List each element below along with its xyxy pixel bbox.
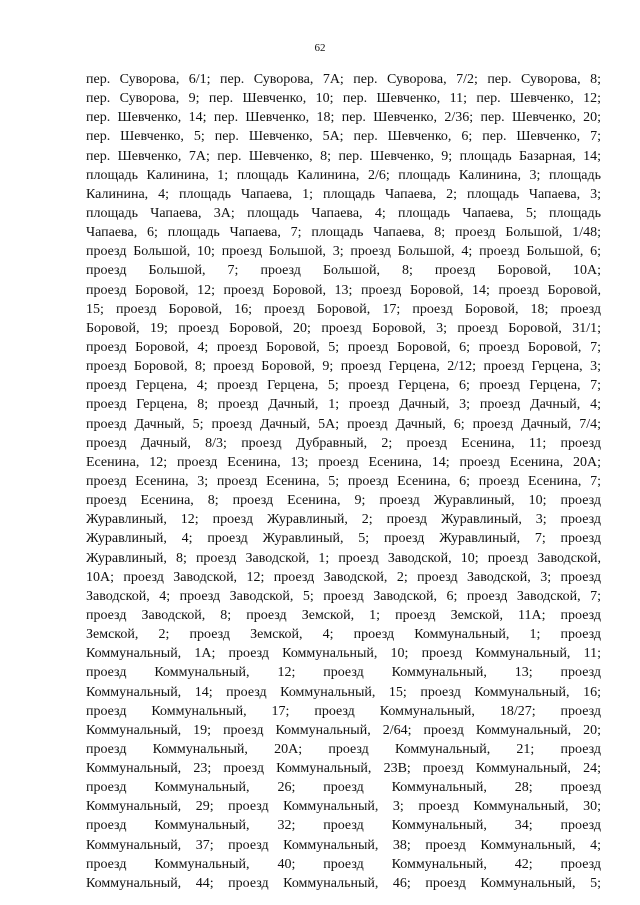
text-line: пер. Шевченко, 14; пер. Шевченко, 18; пер. Шевченко, 2/36; пер. Шевченко, 20; [86, 110, 601, 126]
text-line: Есенина, 12; проезд Есенина, 13; проезд Есенина, 14; проезд Есенина, 20А; [86, 454, 601, 470]
text-line: 10А; проезд Заводской, 12; проезд Заводской, 2; проезд Заводской, 3; проезд [86, 569, 601, 585]
text-line: проезд Боровой, 12; проезд Боровой, 13; проезд Боровой, 14; проезд Боровой, [86, 282, 601, 298]
text-line: Коммунальный, 19; проезд Коммунальный, 2/64; проезд Коммунальный, 20; [86, 722, 601, 738]
address-list-text [86, 70, 601, 893]
text-line: пер. Шевченко, 5; пер. Шевченко, 5А; пер. Шевченко, 6; пер. Шевченко, 7; [86, 129, 601, 145]
text-line: Коммунальный, 37; проезд Коммунальный, 38; проезд Коммунальный, 4; [86, 837, 601, 853]
text-line: Калинина, 4; площадь Чапаева, 1; площадь Чапаева, 2; площадь Чапаева, 3; [86, 186, 601, 202]
text-line: Коммунальный, 23; проезд Коммунальный, 23В; проезд Коммунальный, 24; [86, 761, 601, 777]
text-line: Коммунальный, 1А; проезд Коммунальный, 10; проезд Коммунальный, 11; [86, 646, 601, 662]
text-line: Коммунальный, 14; проезд Коммунальный, 15; проезд Коммунальный, 16; [86, 684, 601, 700]
text-line: проезд Есенина, 8; проезд Есенина, 9; проезд Журавлиный, 10; проезд [86, 493, 601, 509]
text-line: Журавлиный, 8; проезд Заводской, 1; проезд Заводской, 10; проезд Заводской, [86, 550, 601, 566]
text-line: проезд Боровой, 4; проезд Боровой, 5; проезд Боровой, 6; проезд Боровой, 7; [86, 339, 601, 355]
text-line: Боровой, 19; проезд Боровой, 20; проезд Боровой, 3; проезд Боровой, 31/1; [86, 320, 601, 336]
text-line: пер. Суворова, 6/1; пер. Суворова, 7А; пер. Суворова, 7/2; пер. Суворова, 8; [86, 72, 601, 87]
text-line: пер. Суворова, 9; пер. Шевченко, 10; пер. Шевченко, 11; пер. Шевченко, 12; [86, 91, 601, 107]
text-line: пер. Шевченко, 7А; пер. Шевченко, 8; пер. Шевченко, 9; площадь Базарная, 14; [86, 148, 601, 164]
page-number: 62 [314, 42, 326, 54]
text-line: проезд Коммунальный, 40; проезд Коммунальный, 42; проезд [86, 856, 601, 872]
text-line: проезд Коммунальный, 26; проезд Коммунальный, 28; проезд [86, 780, 601, 796]
text-line: 15; проезд Боровой, 16; проезд Боровой, 17; проезд Боровой, 18; проезд [86, 301, 601, 317]
text-line: Коммунальный, 44; проезд Коммунальный, 46; проезд Коммунальный, 5; [86, 875, 601, 891]
text-line: Коммунальный, 29; проезд Коммунальный, 3; проезд Коммунальный, 30; [86, 799, 601, 815]
text-line: проезд Коммунальный, 12; проезд Коммунальный, 13; проезд [86, 665, 601, 681]
text-line: Журавлиный, 12; проезд Журавлиный, 2; проезд Журавлиный, 3; проезд [86, 512, 601, 528]
text-line: проезд Коммунальный, 20А; проезд Коммунальный, 21; проезд [86, 741, 601, 757]
text-line: Журавлиный, 4; проезд Журавлиный, 5; проезд Журавлиный, 7; проезд [86, 531, 601, 547]
text-line: проезд Есенина, 3; проезд Есенина, 5; проезд Есенина, 6; проезд Есенина, 7; [86, 473, 601, 489]
text-line: проезд Заводской, 8; проезд Земской, 1; проезд Земской, 11А; проезд [86, 607, 601, 623]
text-line: проезд Герцена, 8; проезд Дачный, 1; проезд Дачный, 3; проезд Дачный, 4; [86, 397, 601, 413]
text-line: Земской, 2; проезд Земской, 4; проезд Коммунальный, 1; проезд [86, 627, 601, 643]
text-line: проезд Коммунальный, 17; проезд Коммунальный, 18/27; проезд [86, 703, 601, 719]
text-line: проезд Большой, 7; проезд Большой, 8; проезд Боровой, 10А; [86, 263, 601, 279]
text-line: Заводской, 4; проезд Заводской, 5; проезд Заводской, 6; проезд Заводской, 7; [86, 588, 601, 604]
text-line: проезд Большой, 10; проезд Большой, 3; проезд Большой, 4; проезд Большой, 6; [86, 244, 601, 260]
text-line: Чапаева, 6; площадь Чапаева, 7; площадь Чапаева, 8; проезд Большой, 1/48; [86, 225, 601, 241]
text-line: площадь Чапаева, 3А; площадь Чапаева, 4; площадь Чапаева, 5; площадь [86, 205, 601, 221]
text-line: проезд Боровой, 8; проезд Боровой, 9; проезд Герцена, 2/12; проезд Герцена, 3; [86, 359, 601, 375]
text-line: проезд Герцена, 4; проезд Герцена, 5; проезд Герцена, 6; проезд Герцена, 7; [86, 378, 601, 394]
text-line: проезд Дачный, 8/3; проезд Дубравный, 2; проезд Есенина, 11; проезд [86, 435, 601, 451]
text-line: площадь Калинина, 1; площадь Калинина, 2/6; площадь Калинина, 3; площадь [86, 167, 601, 183]
text-line: проезд Коммунальный, 32; проезд Коммунальный, 34; проезд [86, 818, 601, 834]
text-line: проезд Дачный, 5; проезд Дачный, 5А; проезд Дачный, 6; проезд Дачный, 7/4; [86, 416, 601, 432]
